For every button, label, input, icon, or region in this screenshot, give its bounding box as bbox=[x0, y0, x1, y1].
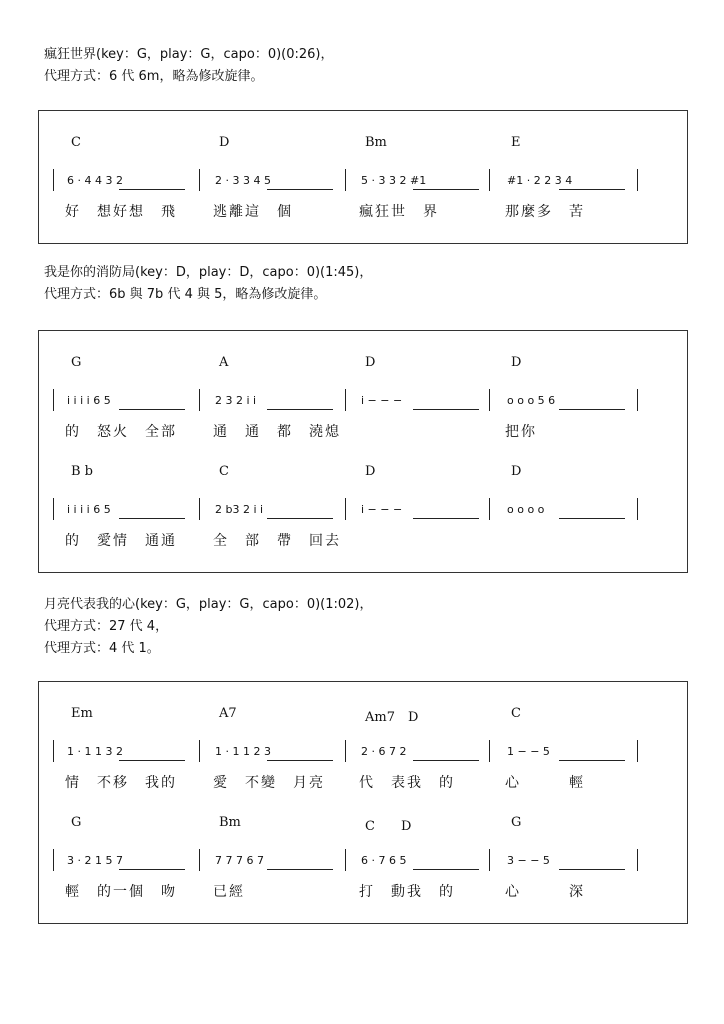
beam-underline bbox=[267, 518, 333, 519]
bar-line bbox=[637, 849, 638, 871]
bar-line bbox=[489, 740, 490, 762]
chord-label: Am7 D bbox=[365, 710, 419, 725]
score-row bbox=[39, 331, 687, 441]
bar-line bbox=[199, 740, 200, 762]
chord-label: D bbox=[365, 464, 376, 479]
lyric-text: 的 怒火 全部 bbox=[65, 424, 177, 440]
chord-label: Em bbox=[71, 706, 93, 721]
beam-underline bbox=[119, 760, 185, 761]
bar-line bbox=[345, 740, 346, 762]
chord-label: C bbox=[511, 706, 521, 721]
section-note: 代理方式：6 代 6m，略為修改旋律。 bbox=[44, 69, 264, 84]
score-box bbox=[38, 330, 688, 573]
beam-underline bbox=[559, 518, 625, 519]
lyric-text: 已經 bbox=[213, 884, 245, 900]
bar-line bbox=[199, 849, 200, 871]
section-header bbox=[44, 44, 334, 88]
lyric-text: 逃離這 個 bbox=[213, 204, 293, 220]
chord-label: C D bbox=[365, 819, 412, 834]
chord-label: D bbox=[219, 135, 230, 150]
chord-label: G bbox=[71, 815, 82, 830]
bar-line bbox=[489, 169, 490, 191]
section-title: 我是你的消防局(key：D，play：D，capo：0)(1:45)， bbox=[44, 265, 373, 280]
bar-line bbox=[489, 389, 490, 411]
lyric-text: 全 部 帶 回去 bbox=[213, 533, 341, 549]
measure-notes: 3 · 2 1 5 7 bbox=[67, 854, 123, 867]
score-box bbox=[38, 681, 688, 924]
chord-label: G bbox=[511, 815, 522, 830]
lyric-text: 的 愛情 通通 bbox=[65, 533, 177, 549]
measure-notes: 1 − − 5 bbox=[507, 745, 550, 758]
measure-notes: 5 · 3 3 2 #1 bbox=[361, 174, 427, 187]
measure-notes: 3 − − 5 bbox=[507, 854, 550, 867]
measure-notes: o o o o bbox=[507, 503, 545, 516]
measure-notes: i − − − bbox=[361, 503, 403, 516]
chord-label: D bbox=[365, 355, 376, 370]
lyric-text: 通 通 都 澆熄 bbox=[213, 424, 341, 440]
beam-underline bbox=[413, 409, 479, 410]
section-note: 代理方式：6b 與 7b 代 4 與 5，略為修改旋律。 bbox=[44, 287, 327, 302]
measure-notes: i i i i 6 5 bbox=[67, 394, 111, 407]
bar-line bbox=[345, 498, 346, 520]
chord-label: Bm bbox=[219, 815, 241, 830]
lyric-text: 那麼多 苦 bbox=[505, 204, 585, 220]
score-box bbox=[38, 110, 688, 244]
lyric-text: 好 想好想 飛 bbox=[65, 204, 177, 220]
measure-notes: 6 · 7 6 5 bbox=[361, 854, 407, 867]
beam-underline bbox=[119, 409, 185, 410]
beam-underline bbox=[267, 409, 333, 410]
section-header bbox=[44, 594, 373, 660]
lyric-text: 瘋狂世 界 bbox=[359, 204, 439, 220]
section-title: 瘋狂世界(key：G，play：G，capo：0)(0:26)， bbox=[44, 47, 334, 62]
lyric-text: 心 深 bbox=[505, 884, 585, 900]
measure-notes: 2 · 6 7 2 bbox=[361, 745, 407, 758]
beam-underline bbox=[119, 189, 185, 190]
bar-line bbox=[53, 740, 54, 762]
score-row bbox=[39, 111, 687, 221]
measure-notes: i i i i 6 5 bbox=[67, 503, 111, 516]
beam-underline bbox=[267, 760, 333, 761]
beam-underline bbox=[413, 760, 479, 761]
chord-label: A7 bbox=[219, 706, 237, 721]
chord-label: D bbox=[511, 355, 522, 370]
beam-underline bbox=[267, 869, 333, 870]
score-row bbox=[39, 682, 687, 792]
beam-underline bbox=[413, 189, 479, 190]
section-note: 代理方式：4 代 1。 bbox=[44, 641, 160, 656]
bar-line bbox=[199, 498, 200, 520]
measure-notes: o o o 5 6 bbox=[507, 394, 556, 407]
beam-underline bbox=[119, 869, 185, 870]
lyric-text: 愛 不變 月亮 bbox=[213, 775, 325, 791]
bar-line bbox=[637, 169, 638, 191]
bar-line bbox=[53, 498, 54, 520]
lyric-text: 心 輕 bbox=[505, 775, 585, 791]
chord-label: G bbox=[71, 355, 82, 370]
bar-line bbox=[345, 389, 346, 411]
bar-line bbox=[53, 849, 54, 871]
lyric-text: 代 表我 的 bbox=[359, 775, 455, 791]
bar-line bbox=[637, 740, 638, 762]
measure-notes: 2 3 2 i i bbox=[215, 394, 257, 407]
measure-notes: 1 · 1 1 2 3 bbox=[215, 745, 271, 758]
bar-line bbox=[637, 389, 638, 411]
beam-underline bbox=[267, 189, 333, 190]
beam-underline bbox=[413, 869, 479, 870]
chord-label: B b bbox=[71, 464, 94, 479]
chord-label: Bm bbox=[365, 135, 387, 150]
measure-notes: 7 7 7 6 7 bbox=[215, 854, 264, 867]
lyric-text: 打 動我 的 bbox=[359, 884, 455, 900]
measure-notes: 1 · 1 1 3 2 bbox=[67, 745, 123, 758]
bar-line bbox=[345, 169, 346, 191]
measure-notes: #1 · 2 2 3 4 bbox=[507, 174, 573, 187]
beam-underline bbox=[559, 189, 625, 190]
measure-notes: 2 b3 2 i i bbox=[215, 503, 264, 516]
bar-line bbox=[199, 389, 200, 411]
chord-label: D bbox=[511, 464, 522, 479]
bar-line bbox=[345, 849, 346, 871]
beam-underline bbox=[119, 518, 185, 519]
bar-line bbox=[199, 169, 200, 191]
chord-label: E bbox=[511, 135, 521, 150]
section-title: 月亮代表我的心(key：G，play：G，capo：0)(1:02)， bbox=[44, 597, 373, 612]
lyric-text: 把你 bbox=[505, 424, 537, 440]
bar-line bbox=[53, 169, 54, 191]
measure-notes: 2 · 3 3 4 5 bbox=[215, 174, 271, 187]
lyric-text: 輕 的一個 吻 bbox=[65, 884, 177, 900]
beam-underline bbox=[559, 869, 625, 870]
measure-notes: i − − − bbox=[361, 394, 403, 407]
beam-underline bbox=[559, 760, 625, 761]
score-row bbox=[39, 791, 687, 901]
chord-label: C bbox=[71, 135, 81, 150]
bar-line bbox=[489, 498, 490, 520]
bar-line bbox=[637, 498, 638, 520]
chord-label: C bbox=[219, 464, 229, 479]
score-row bbox=[39, 440, 687, 550]
section-note: 代理方式：27 代 4， bbox=[44, 619, 169, 634]
measure-notes: 6 · 4 4 3 2 bbox=[67, 174, 123, 187]
lyric-text: 情 不移 我的 bbox=[65, 775, 177, 791]
chord-label: A bbox=[219, 355, 229, 370]
beam-underline bbox=[559, 409, 625, 410]
bar-line bbox=[489, 849, 490, 871]
beam-underline bbox=[413, 518, 479, 519]
bar-line bbox=[53, 389, 54, 411]
section-header bbox=[44, 262, 372, 306]
